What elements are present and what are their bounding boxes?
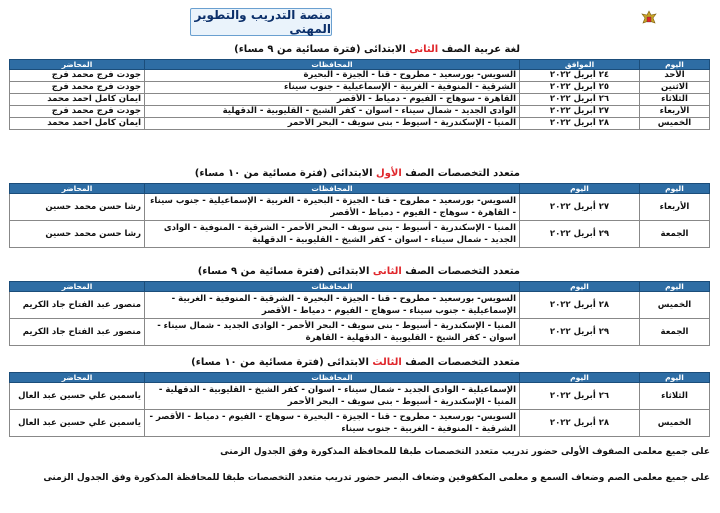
section-title-suffix: الابتدائى (فترة مسائية من ٩ مساء) [197,266,370,277]
governorates-cell: السويس- بورسعيد - مطروح - قنا - الجيزة - البحيرة - الغربية - الإسماعيلية - جنوب سيناء - القاهرة - سوهاج - الفيوم - دمياط - الأقصر [145,194,520,221]
schedule-section [0,164,720,248]
column-header: اليوم [520,282,640,292]
schedule-table [9,372,710,437]
eagle-emblem-icon [639,9,659,29]
date-cell: ٢٩ أبريل ٢٠٢٢ [520,221,640,248]
table-row [10,319,710,346]
lecturer-cell: ايمان كامل احمد محمد [10,118,145,130]
day-cell: الخميس [640,292,710,319]
column-header: المحافظات [145,60,520,70]
column-header: المحافظات [145,184,520,194]
lecturer-cell: جودت فرج محمد فرج [10,106,145,118]
section-grade-highlight: الثالث [372,357,402,368]
column-header: اليوم [520,373,640,383]
date-cell: ٢٦ أبريل ٢٠٢٢ [520,94,640,106]
schedule-table [9,281,710,346]
section-title [0,353,720,372]
page-title: منصة التدريب والتطوير المهنى [190,8,332,36]
section-title-prefix: متعدد التخصصات الصف [405,266,520,277]
column-header: المحافظات [145,282,520,292]
table-row [10,70,710,82]
lecturer-cell: ياسمين علي حسين عبد العال [10,383,145,410]
section-title-prefix: متعدد التخصصات الصف [405,168,520,179]
lecturer-cell: جودت فرج محمد فرج [10,82,145,94]
column-header: المحافظات [145,373,520,383]
day-cell: الأربعاء [640,194,710,221]
section-title-suffix: الابتدائى (فترة مسائية من ١٠ مساء) [194,168,373,179]
note-1: على جميع معلمى الصفوف الأولى حضور تدريب متعدد التخصصات طبقا للمحافظة المذكورة وفق الجدول الزمنى [220,447,710,457]
day-cell: الثلاثاء [640,383,710,410]
governorates-cell: الشرقية - المنوفية - الغربية - الإسماعيلية - جنوب سيناء [145,82,520,94]
governorates-cell: الإسماعيلية - الوادى الجديد - شمال سيناء - اسوان - كفر الشيخ - القليوبية - الدقهلية - المنيا - الإسكندرية - أسيوط - بنى سويف - البحر الأحمر [145,383,520,410]
section-title [0,40,720,59]
table-row [10,94,710,106]
schedule-section [0,353,720,437]
governorates-cell: المنيا - الإسكندرية - أسيوط - بنى سويف - البحر الأحمر [145,118,520,130]
column-header: المحاضر [10,373,145,383]
table-row [10,292,710,319]
column-header: اليوم [640,373,710,383]
lecturer-cell: جودت فرج محمد فرج [10,70,145,82]
lecturer-cell: منصور عبد الفتاح جاد الكريم [10,292,145,319]
column-header: المحاضر [10,60,145,70]
date-cell: ٢٦ أبريل ٢٠٢٢ [520,383,640,410]
governorates-cell: الوادى الجديد - شمال سيناء - اسوان - كفر الشيخ - القليوبية - الدقهلية [145,106,520,118]
section-title [0,164,720,183]
day-cell: الخميس [640,410,710,437]
schedule-section [0,262,720,346]
date-cell: ٢٨ أبريل ٢٠٢٢ [520,410,640,437]
section-title-prefix: لغة عربية الصف [441,44,520,55]
table-row [10,410,710,437]
lecturer-cell: منصور عبد الفتاح جاد الكريم [10,319,145,346]
governorates-cell: السويس- بورسعيد - مطروح - قنا - الجيزة - البحيرة - الشرقية - المنوفية - الغربية - الإسماعيلية - جنوب سيناء - سوهاج - الفيوم - دمياط - الأقصر [145,292,520,319]
lecturer-cell: ياسمين علي حسين عبد العال [10,410,145,437]
table-row [10,106,710,118]
governorates-cell: السويس- بورسعيد - مطروح - قنا - الجيزة - البحيرة [145,70,520,82]
day-cell: الأحد [640,70,710,82]
day-cell: الثلاثاء [640,94,710,106]
schedule-table [9,183,710,248]
table-row [10,194,710,221]
date-cell: ٢٨ أبريل ٢٠٢٢ [520,292,640,319]
column-header: اليوم [640,60,710,70]
governorates-cell: السويس- بورسعيد - مطروح - قنا - الجيزة - البحيرة - سوهاج - الفيوم - دمياط - الأقصر - الشرقية - المنوفية - الغربية - جنوب سيناء [145,410,520,437]
note-2: على جميع معلمى الصم وضعاف السمع و معلمى المكفوفين وضعاف البصر حضور تدريب متعدد التخصصات طبقا للمحافظة المذكورة وفق الجدول الزمنى [43,473,710,483]
governorates-cell: المنيا - الإسكندرية - أسيوط - بنى سويف - البحر الأحمر - الشرقية - المنوفية - الوادى الجديد - شمال سيناء - اسوان - كفر الشيخ - القليوبية - الدقهلية [145,221,520,248]
ministry-logo [618,2,680,36]
section-title-suffix: الابتدائى (فترة مسائية من ١٠ مساء) [191,357,369,368]
section-grade-highlight: الأول [376,168,402,179]
column-header: الموافق [520,60,640,70]
section-grade-highlight: الثانى [409,44,439,55]
date-cell: ٢٧ أبريل ٢٠٢٢ [520,194,640,221]
lecturer-cell: رشا حسن محمد حسين [10,221,145,248]
governorates-cell: المنيا - الإسكندرية - أسيوط - بنى سويف - البحر الأحمر - الوادى الجديد - شمال سيناء - اسوان - كفر الشيخ - القليوبية - الدقهلية - القاهرة [145,319,520,346]
column-header: اليوم [640,184,710,194]
table-row [10,82,710,94]
column-header: اليوم [520,184,640,194]
governorates-cell: القاهرة - سوهاج - الفيوم - دمياط - الأقصر [145,94,520,106]
lecturer-cell: ايمان كامل احمد محمد [10,94,145,106]
day-cell: الجمعة [640,221,710,248]
table-row [10,383,710,410]
date-cell: ٢٧ أبريل ٢٠٢٢ [520,106,640,118]
column-header: اليوم [640,282,710,292]
column-header: المحاضر [10,282,145,292]
section-title [0,262,720,281]
day-cell: الخميس [640,118,710,130]
column-header: المحاضر [10,184,145,194]
table-row [10,221,710,248]
section-title-prefix: متعدد التخصصات الصف [405,357,520,368]
date-cell: ٢٨ أبريل ٢٠٢٢ [520,118,640,130]
schedule-section [0,40,720,130]
day-cell: الجمعة [640,319,710,346]
section-grade-highlight: الثانى [372,266,402,277]
schedule-table [9,59,710,130]
page-header [0,0,720,40]
section-title-suffix: الابتدائى (فترة مسائية من ٩ مساء) [234,44,406,55]
day-cell: الاثنين [640,82,710,94]
day-cell: الأربعاء [640,106,710,118]
date-cell: ٢٩ أبريل ٢٠٢٢ [520,319,640,346]
lecturer-cell: رشا حسن محمد حسين [10,194,145,221]
date-cell: ٢٥ أبريل ٢٠٢٢ [520,82,640,94]
date-cell: ٢٤ أبريل ٢٠٢٢ [520,70,640,82]
table-row [10,118,710,130]
